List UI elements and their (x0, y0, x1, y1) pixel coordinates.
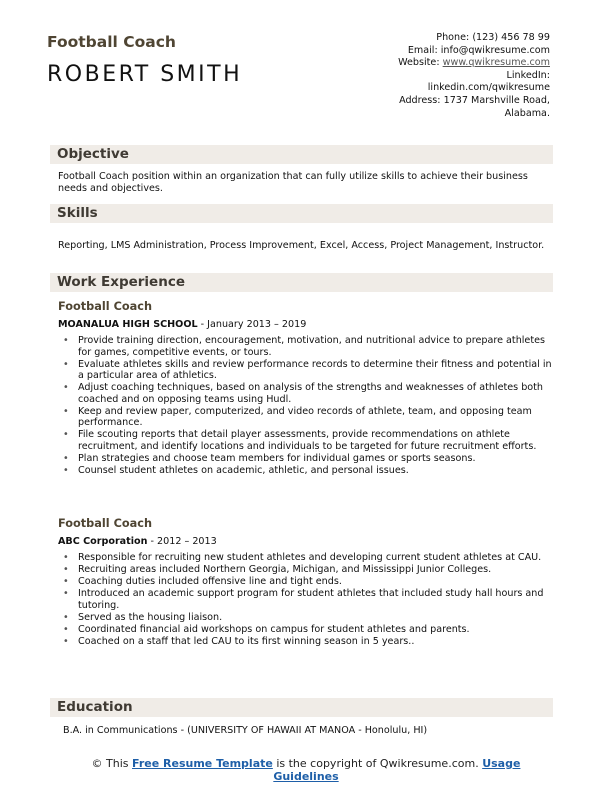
contact-address-line2: Alabama. (504, 107, 550, 119)
usage-guidelines-link[interactable]: Usage (482, 757, 521, 770)
contact-address: Address: 1737 Marshville Road, (399, 94, 550, 106)
contact-phone: Phone: (123) 456 78 99 (436, 32, 550, 43)
list-item: • Introduced an academic support program for student athletes that included study hall hours and tutoring. (78, 588, 554, 611)
list-item: • Counsel student athletes on academic, athletic, and personal issues. (78, 465, 554, 477)
list-item: • Coordinated financial aid workshops on campus for student athletes and parents. (78, 624, 554, 636)
footer (0, 757, 612, 783)
education-heading: Education (57, 699, 133, 715)
contact-linkedin: linkedin.com/qwikresume (427, 82, 550, 94)
resume-header (0, 0, 612, 135)
skills-section-header (50, 204, 553, 223)
list-item: • Recruiting areas included Northern Georgia, Michigan, and Mississippi Junior Colleges. (78, 564, 554, 576)
objective-heading: Objective (57, 146, 129, 162)
skills-heading: Skills (57, 205, 98, 221)
duties-list (78, 552, 554, 647)
contact-email: Email: info@qwikresume.com (407, 44, 550, 56)
job-role: Football Coach (58, 300, 152, 313)
education-text: B.A. in Communications - (UNIVERSITY OF HAWAII AT MANOA - Honolulu, HI) (63, 725, 428, 736)
work-section-header (50, 273, 553, 292)
footer-line-1: © This Free Resume Template is the copyright of Qwikresume.com. Usage (91, 757, 521, 770)
list-item: • Provide training direction, encouragement, motivation, and nutritional advice to prepare athletes for games, competitive events, or tours. (78, 335, 554, 358)
education-section-header (50, 698, 553, 717)
free-resume-template-link[interactable]: Free Resume Template (132, 757, 273, 770)
job-company: MOANALUA HIGH SCHOOL (58, 319, 198, 330)
contact-linkedin-label: LinkedIn: (506, 69, 550, 81)
job-dates: - January 2013 – 2019 (197, 319, 307, 330)
list-item: • Plan strategies and choose team members for individual games or sports seasons. (78, 453, 554, 465)
contact-website: Website: www.qwikresume.com (398, 57, 550, 69)
duties-list (78, 335, 554, 477)
list-item: • Coaching duties included offensive line and tight ends. (78, 576, 554, 588)
footer-line-2 (0, 770, 612, 783)
skills-text: Reporting, LMS Administration, Process Improvement, Excel, Access, Project Management, Instructor. (58, 240, 545, 251)
candidate-name: ROBERT SMITH (47, 62, 243, 87)
objective-text: Football Coach position within an organization that can fully utilize skills to achieve their business needs and objectives. (58, 171, 528, 194)
list-item: • Served as the housing liaison. (78, 612, 554, 624)
contact-block (350, 32, 550, 120)
job-company-line (58, 319, 306, 330)
usage-guidelines-link-cont[interactable]: Guidelines (273, 770, 339, 783)
job-company: ABC Corporation (58, 536, 148, 547)
job-title: Football Coach (47, 33, 176, 51)
job-dates: - 2012 – 2013 (147, 536, 217, 547)
list-item: • Coached on a staff that led CAU to its first winning season in 5 years.. (78, 636, 554, 648)
list-item: • Adjust coaching techniques, based on analysis of the strengths and weaknesses of athletes both coached and on opposing teams using Hudl. (78, 382, 554, 405)
work-heading: Work Experience (57, 274, 185, 290)
list-item: • Responsible for recruiting new student athletes and developing current student athletes at CAU. (78, 552, 554, 564)
list-item: • Keep and review paper, computerized, and video records of athlete, team, and opposing team performance. (78, 406, 554, 429)
list-item: • Evaluate athletes skills and review performance records to determine their fitness and potential in a particular area of athletics. (78, 359, 554, 382)
list-item: • File scouting reports that detail player assessments, provide recommendations on athlete recruitment, and identify locations and individuals to be targeted for future recruitment efforts. (78, 429, 554, 452)
job-role: Football Coach (58, 517, 152, 530)
objective-section-header (50, 145, 553, 164)
job-company-line (58, 536, 217, 547)
website-link[interactable]: www.qwikresume.com (442, 57, 550, 69)
